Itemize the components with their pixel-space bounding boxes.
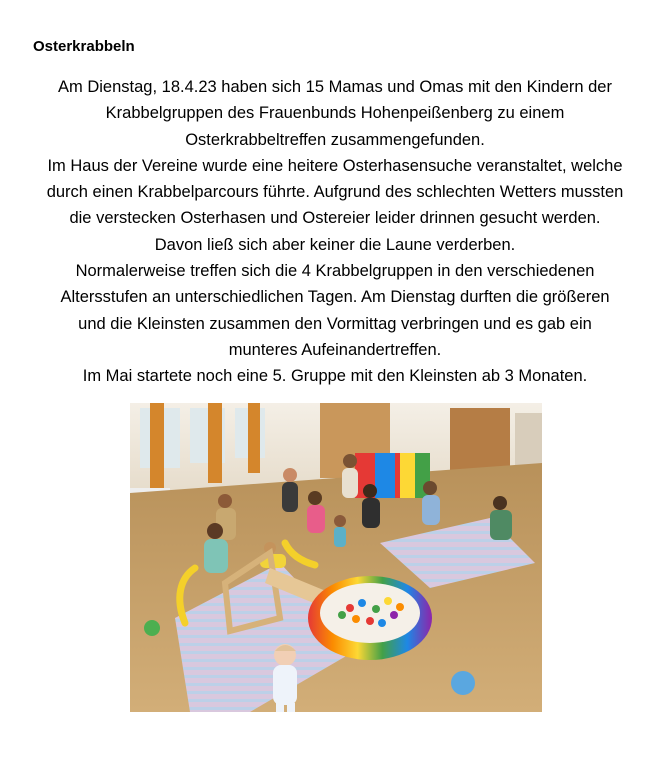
body-line: durch einen Krabbelparcours führte. Aufgrund des schlechten Wetters mussten <box>46 183 624 202</box>
curtain <box>150 403 164 488</box>
body-line: Im Mai startete noch eine 5. Gruppe mit den Kleinsten ab 3 Monaten. <box>82 367 588 386</box>
body-line: Krabbelgruppen des Frauenbunds Hohenpeißenberg zu einem <box>105 104 565 123</box>
body-line: Im Haus der Vereine wurde eine heitere Osterhasensuche veranstaltet, welche <box>47 156 623 175</box>
curtain <box>208 403 222 483</box>
body-line: Altersstufen an unterschiedlichen Tagen. Am Dienstag durften die größeren <box>60 288 610 307</box>
ball-pit <box>308 576 432 660</box>
group-photo <box>130 403 542 712</box>
body-line: und die Kleinsten zusammen den Vormittag verbringen und es gab ein <box>78 314 592 333</box>
green-ball <box>144 620 160 636</box>
toddler <box>273 644 297 712</box>
body-line: munteres Aufeinandertreffen. <box>228 340 442 359</box>
body-line: Am Dienstag, 18.4.23 haben sich 15 Mamas und Omas mit den Kindern der <box>58 78 612 96</box>
body-line: die verstecken Osterhasen und Ostereier leider drinnen gesucht werden. <box>69 209 601 228</box>
article-title: Osterkrabbeln <box>33 38 135 55</box>
body-line: Davon ließ sich aber keiner die Laune verderben. <box>154 235 516 254</box>
blue-ball <box>451 671 475 695</box>
article-body <box>28 74 642 390</box>
curtain <box>248 403 260 473</box>
body-line: Normalerweise treffen sich die 4 Krabbelgruppen in den verschiedenen <box>75 262 595 281</box>
body-line: Osterkrabbeltreffen zusammengefunden. <box>185 130 485 149</box>
photo-illustration <box>130 403 542 712</box>
